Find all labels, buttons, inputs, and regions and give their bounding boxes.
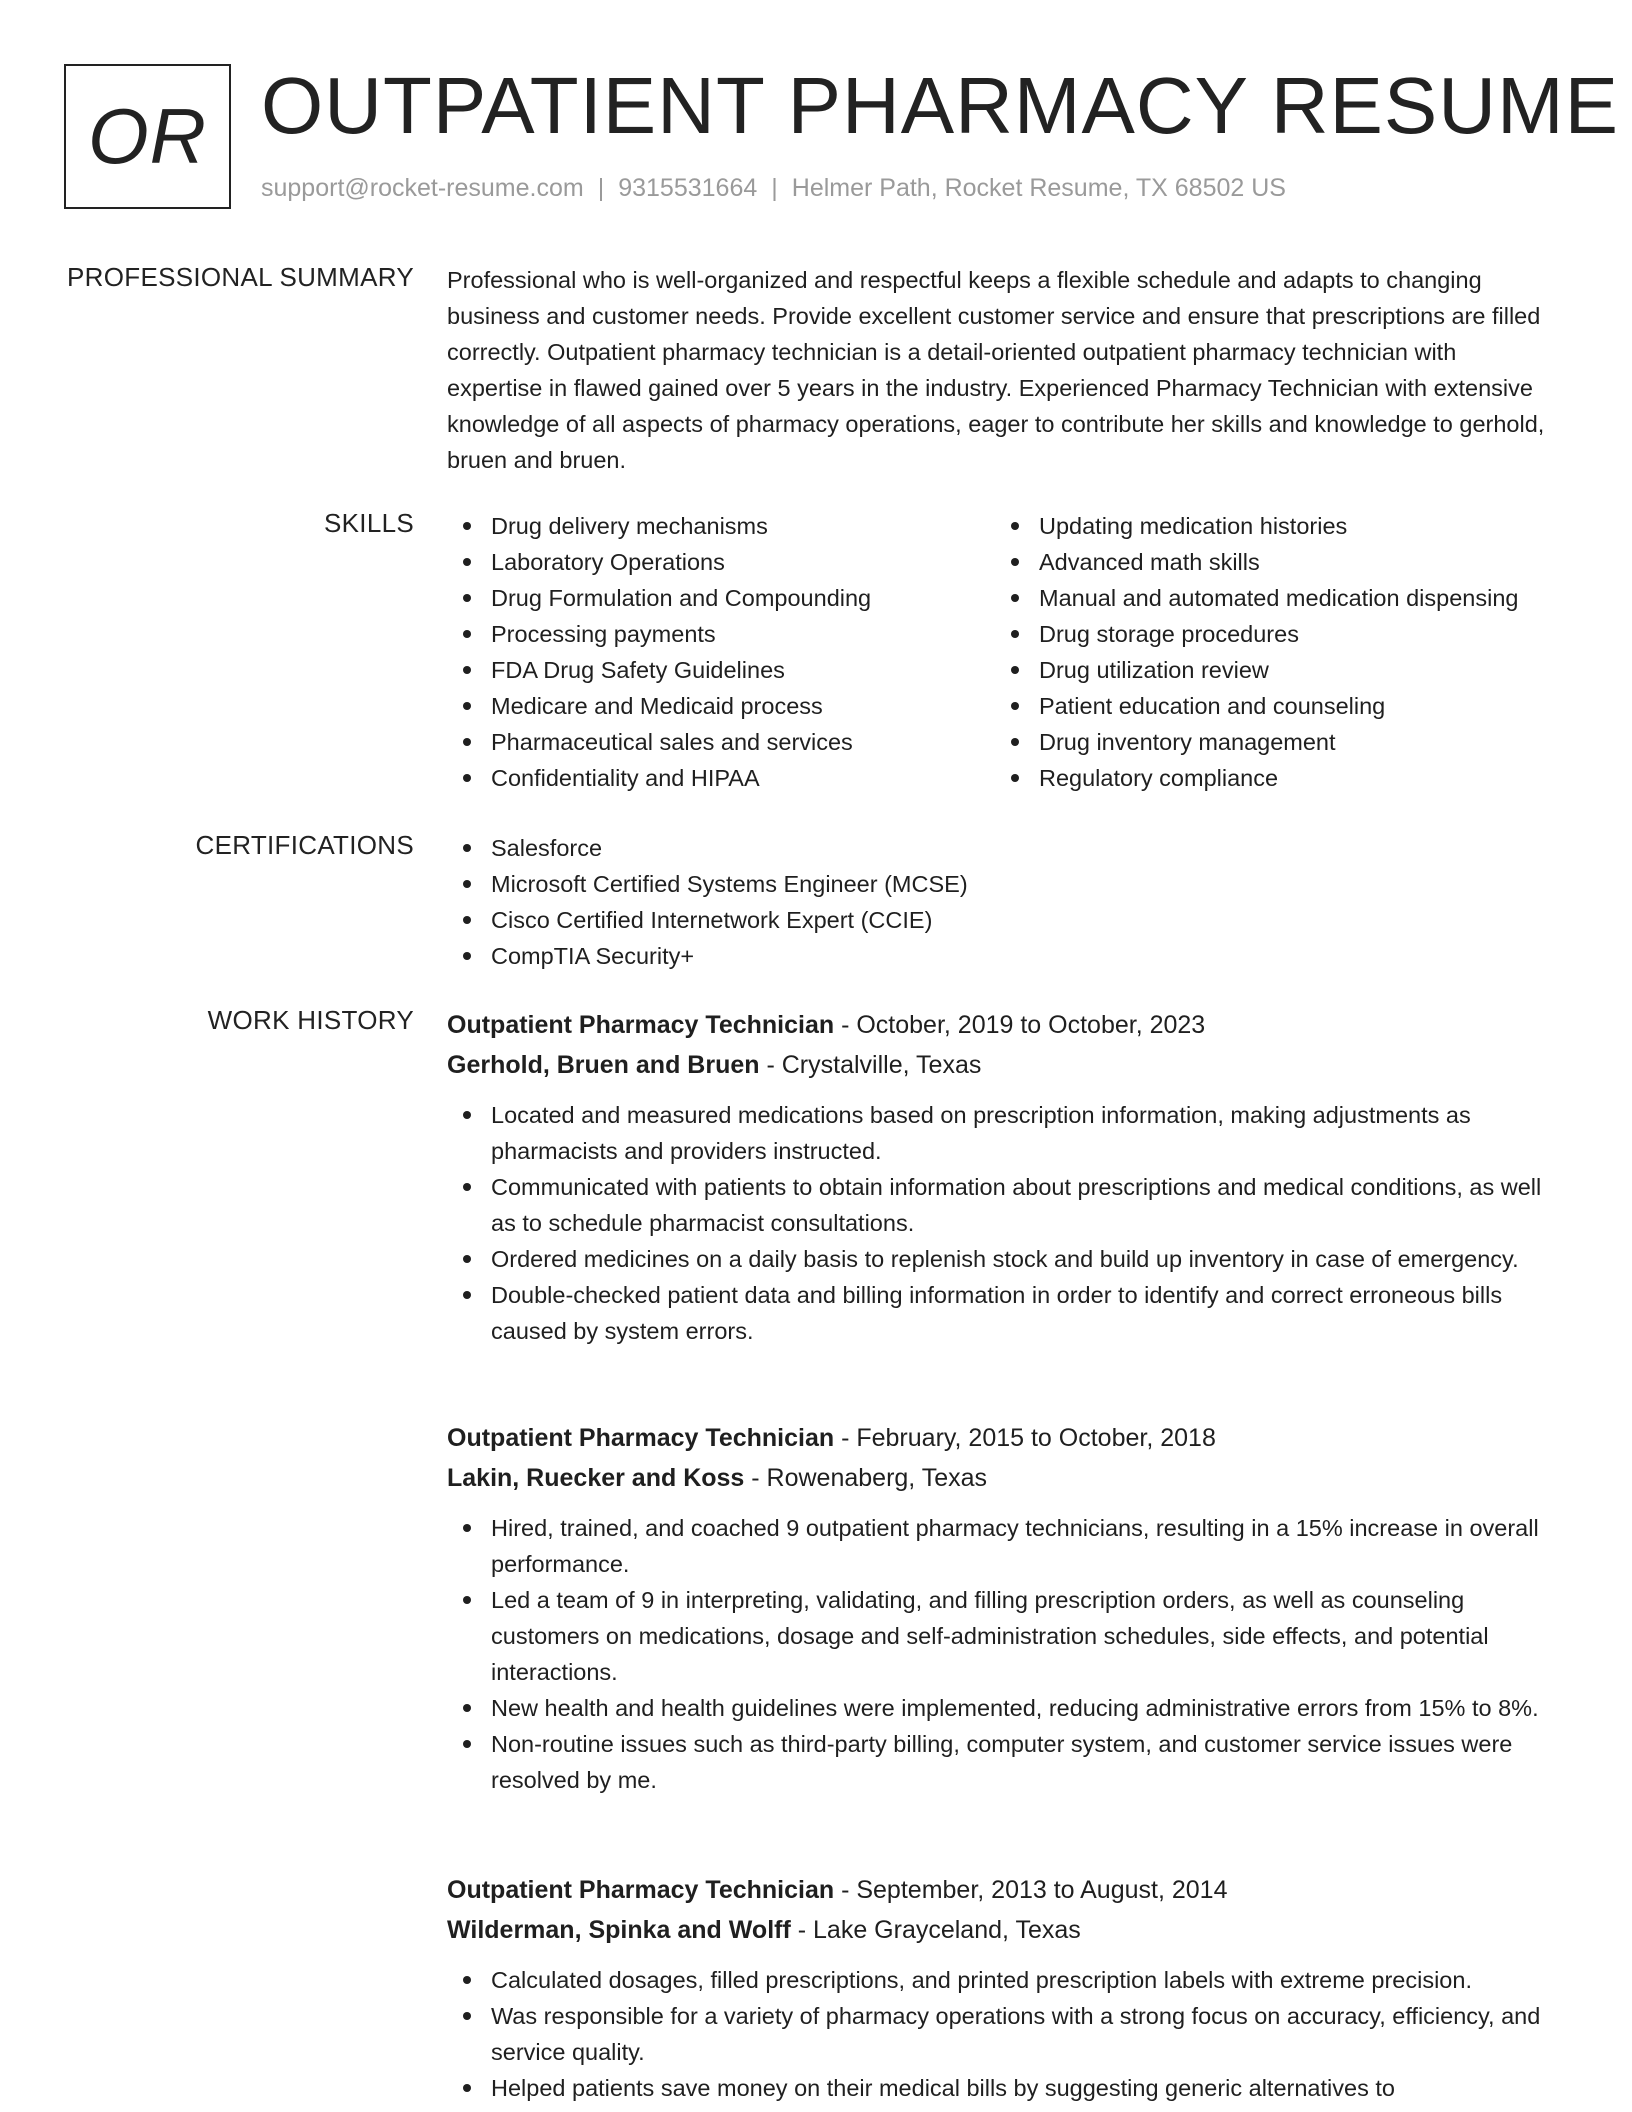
- job-location: - Crystalville, Texas: [759, 1051, 982, 1079]
- contact-separator: |: [771, 174, 778, 202]
- job-bullet: Located and measured medications based on prescription information, making adjustments as pharmacists and providers instructed.: [447, 1097, 1557, 1169]
- skill-item: Drug Formulation and Compounding: [447, 580, 995, 616]
- section-label-work-history: WORK HISTORY: [207, 1005, 414, 1035]
- contact-address: Helmer Path, Rocket Resume, TX 68502 US: [791, 174, 1286, 202]
- job-bullet: Hired, trained, and coached 9 outpatient pharmacy technicians, resulting in a 15% increase in overall performance.: [447, 1510, 1557, 1582]
- job-company: Gerhold, Bruen and Bruen: [447, 1051, 760, 1079]
- contact-line: [261, 174, 1286, 203]
- job-bullets: [447, 1097, 1557, 1349]
- job-dates: - October, 2019 to October, 2023: [834, 1011, 1206, 1039]
- skill-item: Drug utilization review: [995, 652, 1543, 688]
- certification-item: CompTIA Security+: [447, 938, 1557, 974]
- certification-item: Microsoft Certified Systems Engineer (MCSE): [447, 866, 1557, 902]
- skills-list-right: [995, 508, 1543, 796]
- skill-item: Drug storage procedures: [995, 616, 1543, 652]
- certifications-list: [447, 830, 1557, 974]
- section-label-skills: SKILLS: [324, 508, 414, 538]
- job-company-line: [447, 1458, 1557, 1498]
- certification-item: Cisco Certified Internetwork Expert (CCIE): [447, 902, 1557, 938]
- job-title: Outpatient Pharmacy Technician: [447, 1011, 835, 1039]
- job-bullet: Calculated dosages, filled prescriptions, and printed prescription labels with extreme precision.: [447, 1962, 1557, 1998]
- job-title-line: [447, 1870, 1557, 1910]
- certification-item: Salesforce: [447, 830, 1557, 866]
- section-label-summary: PROFESSIONAL SUMMARY: [67, 262, 414, 292]
- job-entry: [447, 1418, 1557, 1798]
- skill-item: Drug inventory management: [995, 724, 1543, 760]
- job-title-line: [447, 1005, 1557, 1045]
- skill-item: Processing payments: [447, 616, 995, 652]
- resume-header: [64, 61, 1620, 214]
- skill-item: Advanced math skills: [995, 544, 1543, 580]
- job-entry: [447, 1005, 1557, 1349]
- skills-list-left: [447, 508, 995, 796]
- job-bullet: Communicated with patients to obtain information about prescriptions and medical conditions, as well as to schedule pharmacist consultations.: [447, 1169, 1557, 1241]
- job-bullets: [447, 1510, 1557, 1798]
- page-title: OUTPATIENT PHARMACY RESUME: [261, 61, 1620, 150]
- job-bullet: Was responsible for a variety of pharmacy operations with a strong focus on accuracy, efficiency, and service quality.: [447, 1998, 1557, 2070]
- job-bullet: Ordered medicines on a daily basis to replenish stock and build up inventory in case of emergency.: [447, 1241, 1557, 1277]
- job-title: Outpatient Pharmacy Technician: [447, 1424, 835, 1452]
- skill-item: FDA Drug Safety Guidelines: [447, 652, 995, 688]
- summary-text: Professional who is well-organized and respectful keeps a flexible schedule and adapts to changing business and customer needs. Provide excellent customer service and ensure that prescriptions are filled correctly. Outpatient pharmacy technician is a detail-oriented outpatient pharmacy technician with expertise in flawed gained over 5 years in the industry. Experienced Pharmacy Technician with extensive knowledge of all aspects of pharmacy operations, eager to contribute her skills and knowledge to gerhold, bruen and bruen.: [447, 267, 1545, 473]
- job-bullet: Helped patients save money on their medical bills by suggesting generic alternatives to: [447, 2070, 1557, 2106]
- job-bullets: [447, 1962, 1557, 2106]
- contact-email: support@rocket-resume.com: [261, 174, 584, 202]
- job-dates: - September, 2013 to August, 2014: [834, 1876, 1228, 1904]
- skill-item: Patient education and counseling: [995, 688, 1543, 724]
- skill-item: Pharmaceutical sales and services: [447, 724, 995, 760]
- monogram-logo: OR: [64, 64, 231, 209]
- job-company-line: [447, 1910, 1557, 1950]
- skill-item: Laboratory Operations: [447, 544, 995, 580]
- job-company: Wilderman, Spinka and Wolff: [447, 1916, 791, 1944]
- contact-phone: 9315531664: [618, 174, 758, 202]
- job-bullet: Double-checked patient data and billing information in order to identify and correct erroneous bills caused by system errors.: [447, 1277, 1557, 1349]
- contact-separator: |: [597, 174, 605, 202]
- skill-item: Regulatory compliance: [995, 760, 1543, 796]
- section-label-certifications: CERTIFICATIONS: [195, 830, 414, 860]
- job-bullet: Led a team of 9 in interpreting, validating, and filling prescription orders, as well as counseling customers on medications, dosage and self-administration schedules, side effects, and potential interactions.: [447, 1582, 1557, 1690]
- job-company-line: [447, 1045, 1557, 1085]
- job-location: - Lake Grayceland, Texas: [790, 1916, 1081, 1944]
- skill-item: Manual and automated medication dispensing: [995, 580, 1543, 616]
- skill-item: Drug delivery mechanisms: [447, 508, 995, 544]
- job-location: - Rowenaberg, Texas: [744, 1464, 988, 1492]
- job-company: Lakin, Ruecker and Koss: [447, 1464, 745, 1492]
- job-title-line: [447, 1418, 1557, 1458]
- skill-item: Medicare and Medicaid process: [447, 688, 995, 724]
- skill-item: Updating medication histories: [995, 508, 1543, 544]
- job-title: Outpatient Pharmacy Technician: [447, 1876, 835, 1904]
- job-entry: [447, 1870, 1557, 2106]
- job-bullet: New health and health guidelines were implemented, reducing administrative errors from 15% to 8%.: [447, 1690, 1557, 1726]
- job-dates: - February, 2015 to October, 2018: [834, 1424, 1216, 1452]
- skill-item: Confidentiality and HIPAA: [447, 760, 995, 796]
- job-bullet: Non-routine issues such as third-party billing, computer system, and customer service issues were resolved by me.: [447, 1726, 1557, 1798]
